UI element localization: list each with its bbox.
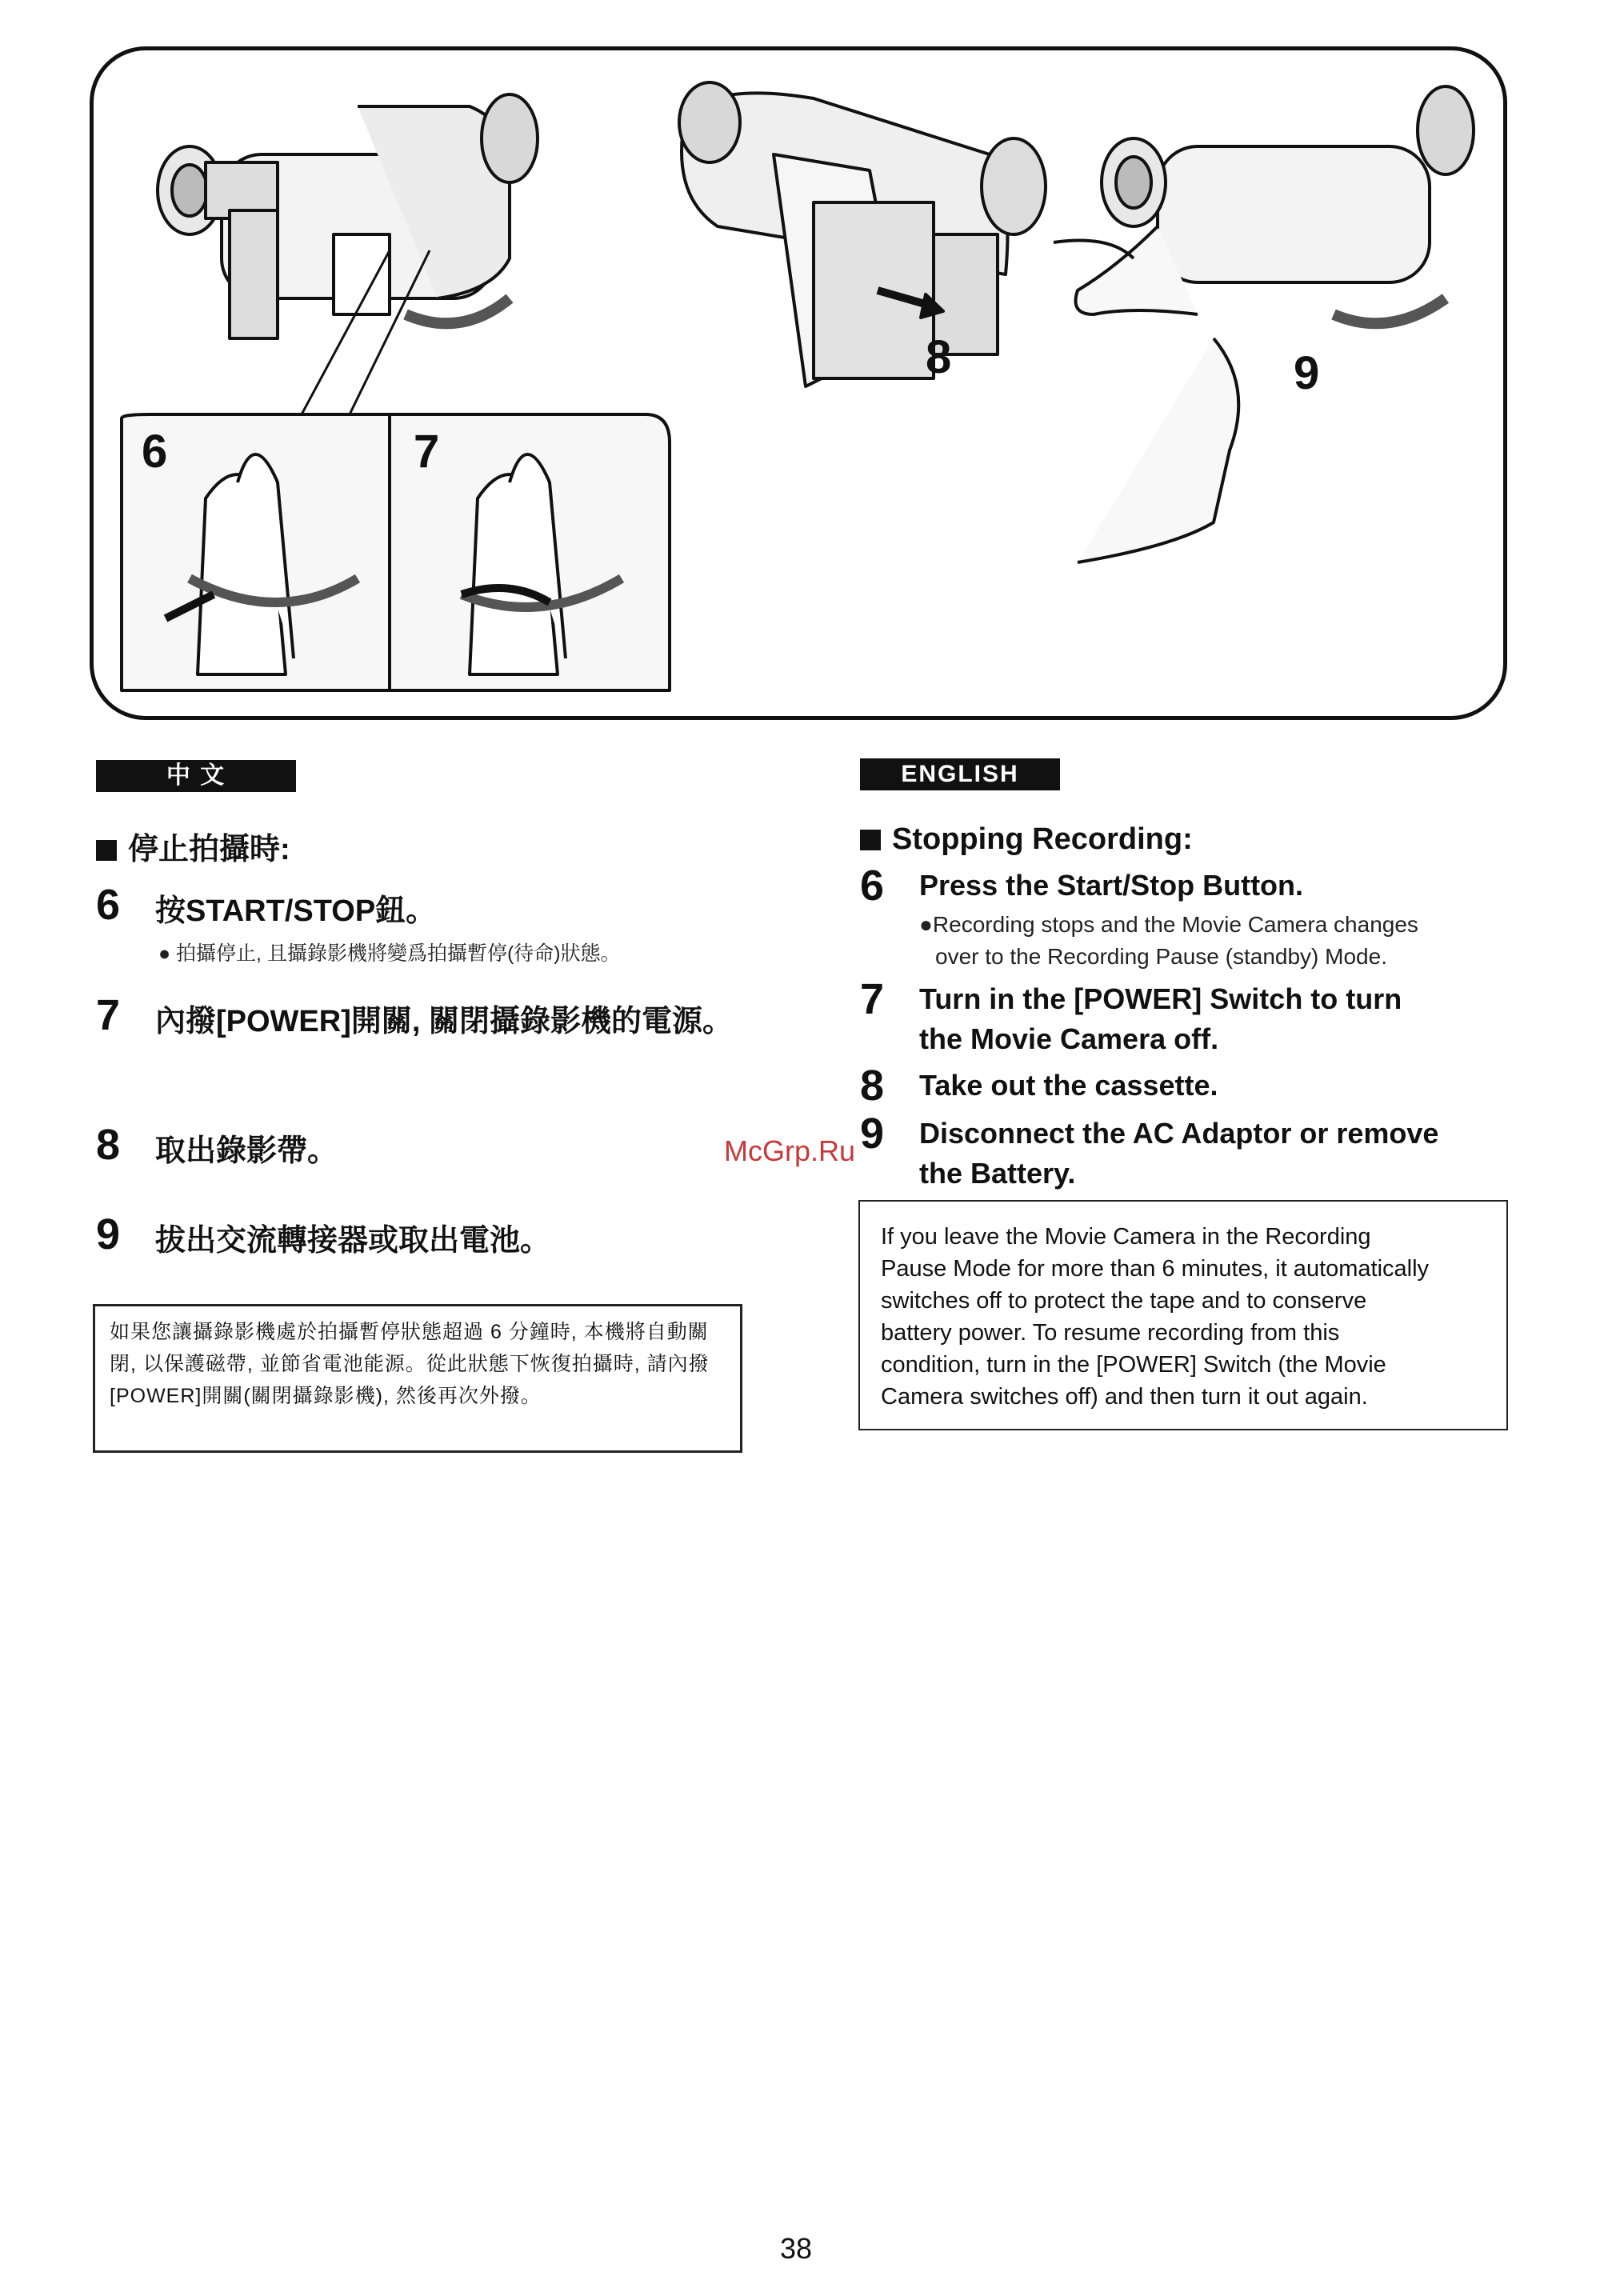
chinese-heading: 停止拍攝時: (96, 824, 290, 868)
english-section-label: ENGLISH (860, 758, 1060, 790)
watermark: McGrp.Ru (724, 1134, 856, 1167)
inset-panels (122, 250, 670, 690)
step-text: Take out the cassette. (919, 1069, 1218, 1102)
step-number: 9 (860, 1110, 885, 1158)
step-text: Turn in the [POWER] Switch to turn the Movie Camera off. (919, 982, 1402, 1055)
english-note-box (858, 1200, 1508, 1430)
english-note-line-5: condition, turn in the [POWER] Switch (the Movie (881, 1352, 1386, 1378)
step-number: 6 (96, 881, 121, 929)
illustration-label-8: 8 (926, 331, 952, 383)
illustration-label-9: 9 (1294, 347, 1320, 399)
heading-bullet-icon (96, 840, 117, 861)
step-number: 8 (96, 1121, 121, 1169)
english-heading: Stopping Recording: (860, 822, 1193, 857)
chinese-section-label: 中 文 (96, 760, 296, 792)
camcorder-drawing-3 (1054, 86, 1474, 562)
step-text: Disconnect the AC Adaptor or remove the Battery. (919, 1117, 1439, 1190)
english-note-line-3: switches off to protect the tape and to conserve (881, 1288, 1367, 1314)
step-number: 7 (860, 975, 885, 1023)
step-text: 按START/STOP鈕。 (155, 894, 437, 928)
illustration-label-6: 6 (142, 426, 168, 478)
camcorder-drawing-2 (679, 82, 1046, 386)
chinese-note-text: 如果您讓攝錄影機處於拍攝暫停狀態超過 6 分鐘時, 本機將自動關閉, 以保護磁帶, 並節省電池能源。從此狀態下恢復拍攝時, 請內撥[POWER]開關(關閉攝錄影機), 然後再次外撥。 (110, 1321, 710, 1407)
step-text: 內撥[POWER]開關, 關閉攝錄影機的電源。 (155, 1005, 733, 1038)
english-note-line-2: Pause Mode for more than 6 minutes, it automatically (881, 1256, 1430, 1282)
camcorder-drawing-1 (158, 94, 538, 338)
english-note-line-1: If you leave the Movie Camera in the Recording (881, 1224, 1371, 1250)
step-number: 6 (860, 862, 885, 910)
chinese-note-box (93, 1304, 742, 1453)
illustration-label-7: 7 (414, 426, 440, 478)
english-note-line-4: battery power. To resume recording from this (881, 1320, 1340, 1346)
step-text: 拔出交流轉接器或取出電池。 (155, 1224, 551, 1258)
step-number: 8 (860, 1062, 885, 1110)
step-text: 取出錄影帶。 (155, 1134, 338, 1168)
heading-bullet-icon (860, 830, 881, 850)
english-note-line-6: Camera switches off) and then turn it out again. (881, 1384, 1368, 1410)
chinese-step-6-note: ● 拍攝停止, 且攝錄影機將變爲拍攝暫停(待命)狀態。 (158, 942, 621, 965)
step-number: 7 (96, 991, 121, 1039)
step-number: 9 (96, 1210, 121, 1258)
step-text: Press the Start/Stop Button. (919, 869, 1304, 902)
english-step-6-note: ●Recording stops and the Movie Camera changes over to the Recording Pause (standby) Mode. (919, 912, 1418, 969)
illustration-frame (90, 46, 1507, 720)
page-number: 38 (780, 2232, 813, 2265)
